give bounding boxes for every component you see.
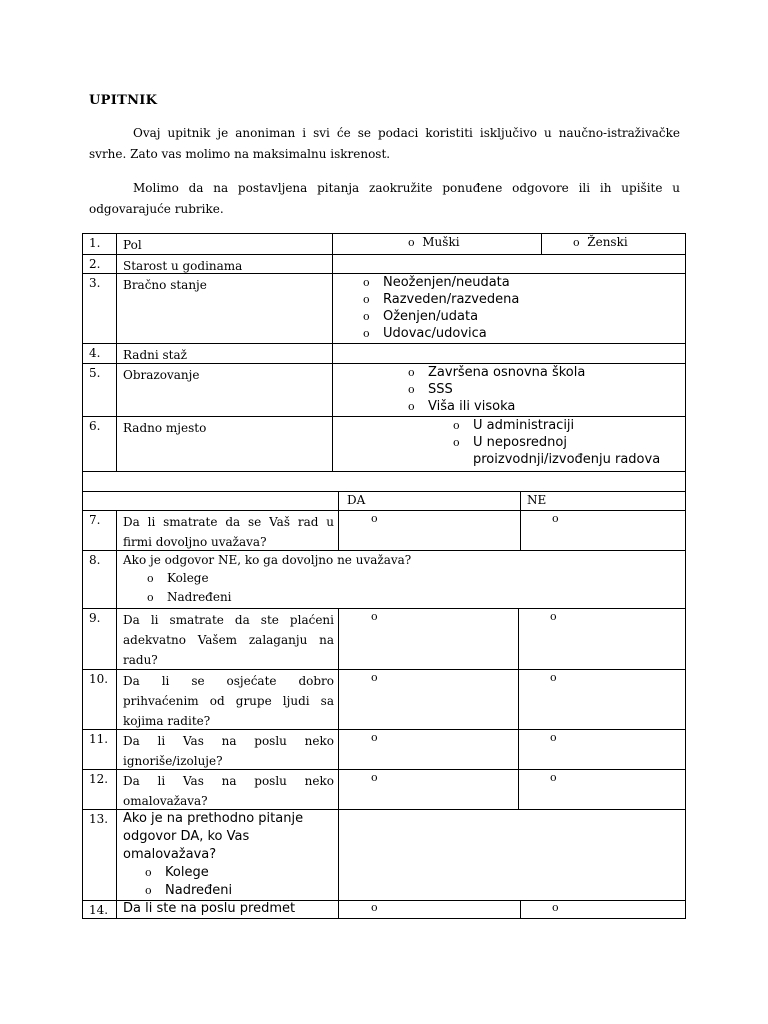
- table-row: [82, 608, 686, 669]
- row-number: 6.: [89, 419, 101, 433]
- bullet-icon: o: [363, 293, 370, 306]
- answer-da[interactable]: [338, 609, 518, 669]
- row-label: Radni staž: [116, 344, 332, 363]
- option-label: Završena osnovna škola: [428, 365, 586, 380]
- table-row: [82, 416, 686, 471]
- bullet-icon: o: [363, 327, 370, 340]
- row-number: 4.: [89, 346, 101, 360]
- answer-da[interactable]: [338, 901, 520, 918]
- row-number: 2.: [89, 257, 101, 271]
- bullet-icon: o: [550, 771, 557, 784]
- bullet-icon: o: [408, 400, 415, 413]
- table-row: [82, 900, 686, 919]
- answer-da[interactable]: [338, 730, 518, 769]
- answer-ne[interactable]: [518, 609, 685, 669]
- intro-paragraph-2: [89, 178, 680, 220]
- option-label: Udovac/udovica: [383, 326, 487, 341]
- bullet-icon: o: [552, 901, 559, 914]
- question-text: Ako je odgovor NE, ko ga dovoljno ne uvažava?: [123, 553, 412, 567]
- bullet-icon: o: [147, 591, 154, 604]
- work-experience-input-cell[interactable]: [332, 344, 685, 363]
- option-item[interactable]: [363, 274, 685, 291]
- intro-text-1: Ovaj upitnik je anoniman i svi će se podaci koristiti isključivo u naučno-istraživačke svrhe. Zato vas molimo na maksimalnu iskrenost.: [89, 126, 680, 161]
- row-number: 12.: [89, 772, 109, 786]
- option-label: Kolege: [167, 571, 209, 585]
- question-text: Da li ste na poslu predmet: [116, 901, 338, 918]
- bullet-icon: o: [371, 771, 378, 784]
- row-label: Radno mjesto: [116, 417, 332, 471]
- table-row: [82, 343, 686, 363]
- marital-status-options: [332, 274, 685, 343]
- option-label: Muški: [422, 235, 460, 249]
- bullet-icon: o: [147, 572, 154, 585]
- option-label: Kolege: [165, 865, 209, 880]
- table-row: [82, 769, 686, 809]
- option-item[interactable]: [363, 308, 685, 325]
- option-label: Oženjen/udata: [383, 309, 479, 324]
- option-item[interactable]: [123, 569, 685, 588]
- option-item[interactable]: [453, 417, 685, 434]
- option-item[interactable]: [123, 864, 334, 882]
- bullet-icon: o: [550, 671, 557, 684]
- table-row: [82, 550, 686, 608]
- answer-ne[interactable]: [518, 670, 685, 729]
- question-cell: [116, 551, 685, 608]
- option-label: Nadređeni: [167, 590, 232, 604]
- option-label: proizvodnji/izvođenju radova: [473, 452, 661, 467]
- table-row: [82, 363, 686, 416]
- bullet-icon: o: [371, 671, 378, 684]
- option-label: Neoženjen/neudata: [383, 275, 510, 290]
- question-text: Da li smatrate da ste plaćeni adekvatno Vašem zalaganju na radu?: [116, 609, 338, 669]
- option-item[interactable]: [123, 882, 334, 900]
- bullet-icon: o: [363, 310, 370, 323]
- question-text: Da li se osjećate dobro prihvaćenim od grupe ljudi sa kojima radite?: [116, 670, 338, 729]
- bullet-icon: o: [371, 512, 378, 525]
- header-ne: NE: [520, 492, 685, 510]
- answer-header-row: [82, 491, 686, 510]
- age-input-cell[interactable]: [332, 255, 685, 273]
- option-item[interactable]: [408, 364, 685, 381]
- question-text: Da li smatrate da se Vaš rad u firmi dovoljno uvažava?: [116, 511, 338, 550]
- bullet-icon: o: [550, 731, 557, 744]
- option-continuation: [453, 451, 685, 468]
- table-row: [82, 233, 686, 254]
- bullet-icon: o: [573, 236, 580, 249]
- gender-option-female[interactable]: [541, 234, 685, 254]
- option-label: SSS: [428, 382, 453, 397]
- row-number: 13.: [89, 812, 109, 826]
- row-number: 9.: [89, 611, 101, 625]
- option-item[interactable]: [408, 398, 685, 415]
- option-label: Nadređeni: [165, 883, 233, 898]
- answer-area[interactable]: [338, 810, 685, 900]
- bullet-icon: o: [453, 419, 460, 432]
- row-number: 8.: [89, 553, 101, 567]
- page-title: UPITNIK: [89, 93, 158, 108]
- answer-ne[interactable]: [520, 901, 685, 918]
- question-text: Da li Vas na poslu neko omalovažava?: [116, 770, 338, 809]
- option-item[interactable]: [123, 588, 685, 607]
- answer-ne[interactable]: [520, 511, 685, 550]
- row-label: Pol: [116, 234, 332, 254]
- row-number: 10.: [89, 672, 109, 686]
- bullet-icon: o: [371, 901, 378, 914]
- option-item[interactable]: [363, 325, 685, 342]
- bullet-icon: o: [550, 610, 557, 623]
- bullet-icon: o: [408, 383, 415, 396]
- answer-da[interactable]: [338, 670, 518, 729]
- bullet-icon: o: [408, 236, 415, 249]
- row-number: 1.: [89, 236, 101, 250]
- option-label: U administraciji: [473, 418, 575, 433]
- row-label: Bračno stanje: [116, 274, 332, 343]
- option-item[interactable]: [453, 434, 685, 451]
- table-row: [82, 273, 686, 343]
- option-label: Ženski: [587, 235, 628, 249]
- row-number: 11.: [89, 732, 109, 746]
- bullet-icon: o: [145, 866, 152, 879]
- option-item[interactable]: [408, 381, 685, 398]
- gender-option-male[interactable]: [332, 234, 541, 254]
- bullet-icon: o: [145, 884, 152, 897]
- answer-ne[interactable]: [518, 770, 685, 809]
- row-number: 7.: [89, 513, 101, 527]
- intro-text-2: Molimo da na postavljena pitanja zaokružite ponuđene odgovore ili ih upišite u odgovarajuće rubrike.: [89, 181, 680, 216]
- question-text: Da li Vas na poslu neko ignoriše/izoluje?: [116, 730, 338, 769]
- row-number: 14.: [89, 903, 109, 917]
- header-da: DA: [338, 492, 520, 510]
- bullet-icon: o: [552, 512, 559, 525]
- bullet-icon: o: [408, 366, 415, 379]
- answer-da[interactable]: [338, 511, 520, 550]
- row-label: Starost u godinama: [116, 255, 332, 273]
- bullet-icon: o: [371, 610, 378, 623]
- answer-ne[interactable]: [518, 730, 685, 769]
- table-row: [82, 729, 686, 769]
- row-number: 3.: [89, 276, 101, 290]
- table-row: [82, 669, 686, 729]
- bullet-icon: o: [453, 436, 460, 449]
- table-row: [82, 809, 686, 900]
- bullet-icon: o: [363, 276, 370, 289]
- row-number: 5.: [89, 366, 101, 380]
- option-label: U neposrednoj: [473, 435, 567, 450]
- row-label: Obrazovanje: [116, 364, 332, 416]
- bullet-icon: o: [371, 731, 378, 744]
- spacer-row: [82, 471, 686, 491]
- table-row: [82, 510, 686, 550]
- answer-da[interactable]: [338, 770, 518, 809]
- option-label: Razveden/razvedena: [383, 292, 520, 307]
- question-text: Ako je na prethodno pitanje odgovor DA, ko Vas omalovažava?: [123, 811, 304, 862]
- intro-paragraph-1: [89, 123, 680, 165]
- question-cell: [116, 810, 338, 900]
- workplace-options: [332, 417, 685, 471]
- education-options: [332, 364, 685, 416]
- option-item[interactable]: [363, 291, 685, 308]
- table-row: [82, 254, 686, 273]
- option-label: Viša ili visoka: [428, 399, 516, 414]
